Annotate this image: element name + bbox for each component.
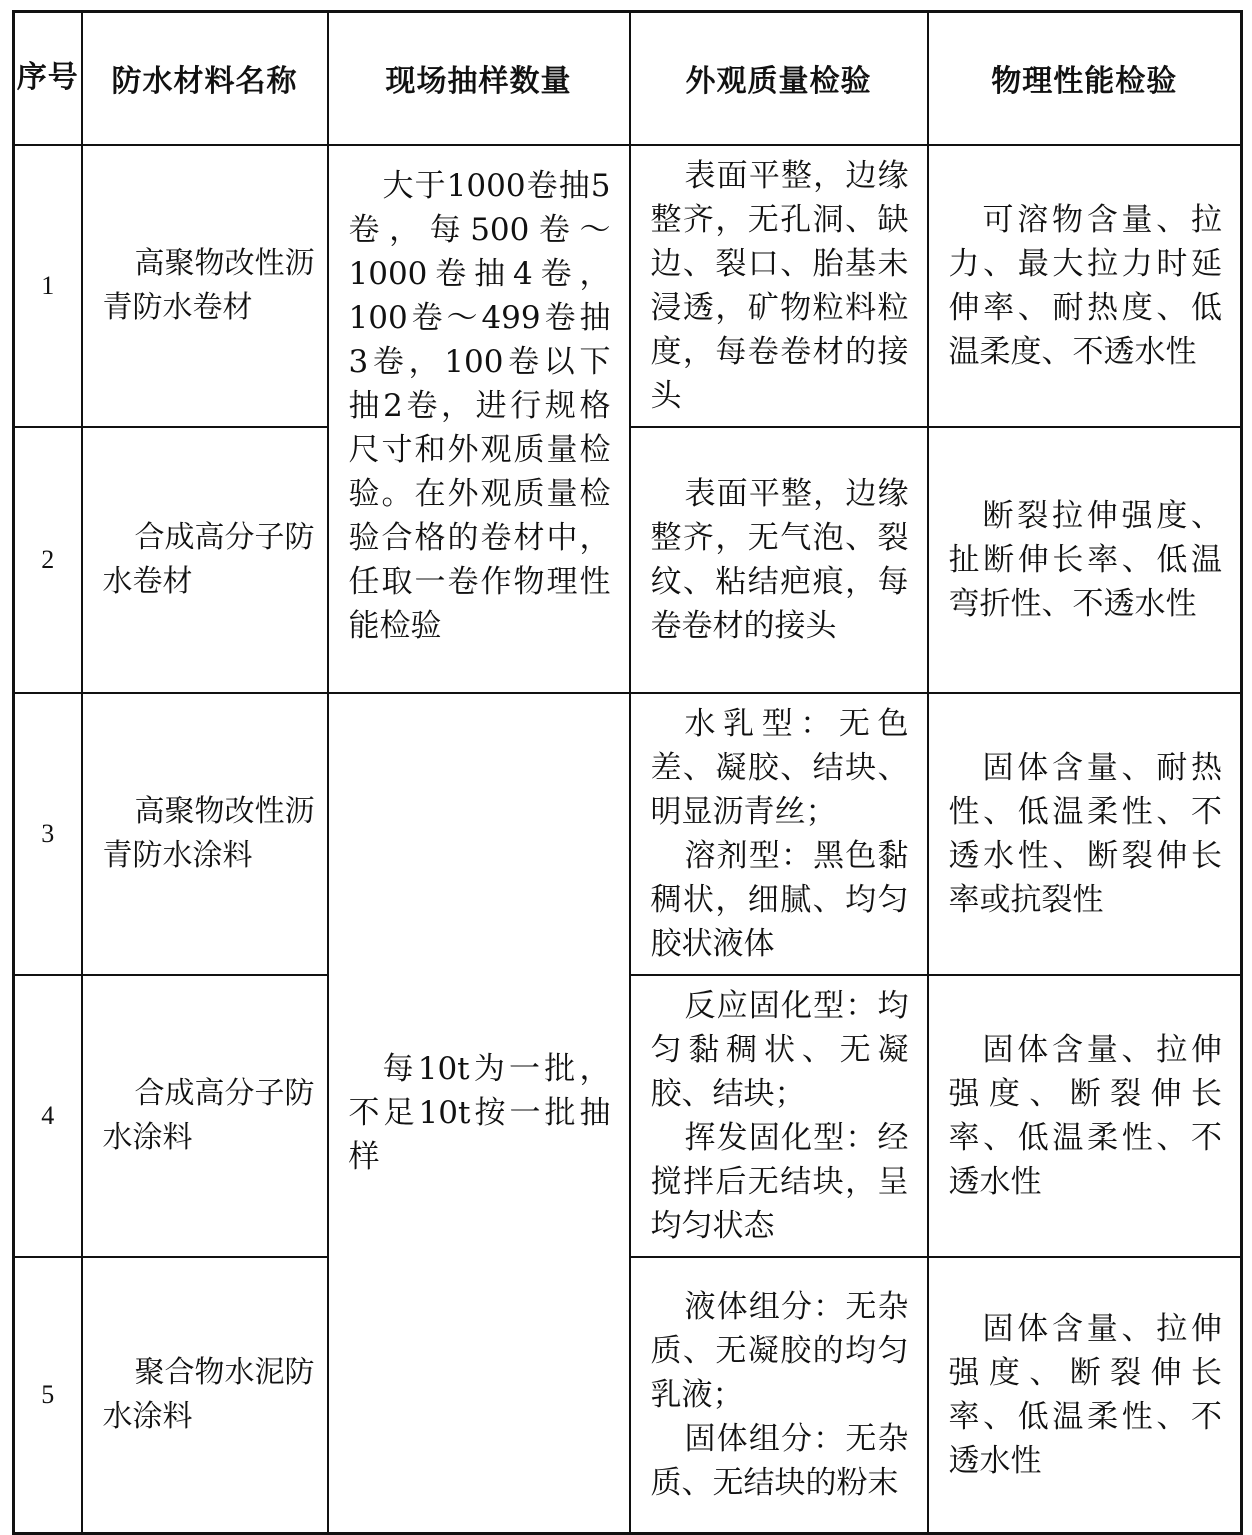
material-name — [82, 693, 328, 975]
sampling-rolls-text: 大于1000卷抽5卷，每500卷～1000卷抽4卷，100卷～499卷抽3卷，100卷以下抽2卷，进行规格尺寸和外观质量检验。在外观质量检验合格的卷材中，任取一卷作物理性能检验 — [348, 167, 611, 644]
material-name-text: 合成高分子防水卷材 — [102, 519, 315, 599]
row-number: 4 — [14, 975, 82, 1257]
physical-text: 固体含量、拉伸强度、断裂伸长率、低温柔性、不透水性 — [948, 1310, 1222, 1479]
sampling-quantity-rolls — [328, 145, 630, 693]
appearance-text-a: 液体组分：无杂质、无凝胶的均匀乳液； — [650, 1288, 909, 1413]
row-number: 5 — [14, 1257, 82, 1534]
physical-inspection — [928, 145, 1242, 427]
material-name-text: 高聚物改性沥青防水卷材 — [102, 245, 315, 325]
header-no: 序号 — [14, 12, 82, 145]
physical-text: 固体含量、拉伸强度、断裂伸长率、低温柔性、不透水性 — [948, 1031, 1222, 1200]
material-name-text: 聚合物水泥防水涂料 — [102, 1354, 315, 1434]
header-physical-inspection: 物理性能检验 — [928, 12, 1242, 145]
physical-inspection — [928, 693, 1242, 975]
row-number: 1 — [14, 145, 82, 427]
physical-inspection — [928, 1257, 1242, 1534]
material-name — [82, 1257, 328, 1534]
appearance-text: 表面平整，边缘整齐，无气泡、裂纹、粘结疤痕，每卷卷材的接头 — [650, 475, 909, 644]
appearance-text-b: 固体组分：无杂质、无结块的粉末 — [650, 1420, 909, 1501]
waterproof-materials-table — [12, 10, 1243, 1535]
appearance-inspection — [630, 975, 928, 1257]
material-name-text: 高聚物改性沥青防水涂料 — [102, 793, 315, 873]
header-appearance-inspection: 外观质量检验 — [630, 12, 928, 145]
appearance-text-b: 挥发固化型：经搅拌后无结块，呈均匀状态 — [650, 1119, 909, 1244]
row-number: 3 — [14, 693, 82, 975]
appearance-text-a: 反应固化型：均匀黏稠状、无凝胶、结块； — [650, 987, 909, 1112]
appearance-text-b: 溶剂型：黑色黏稠状，细腻、均匀胶状液体 — [650, 837, 909, 962]
physical-text: 可溶物含量、拉力、最大拉力时延伸率、耐热度、低温柔度、不透水性 — [948, 201, 1222, 370]
physical-text: 断裂拉伸强度、扯断伸长率、低温弯折性、不透水性 — [948, 497, 1222, 622]
header-material-name: 防水材料名称 — [82, 12, 328, 145]
appearance-inspection — [630, 1257, 928, 1534]
appearance-inspection — [630, 427, 928, 693]
appearance-inspection — [630, 145, 928, 427]
material-name — [82, 427, 328, 693]
appearance-text-a: 水乳型：无色差、凝胶、结块、明显沥青丝； — [650, 705, 909, 830]
sampling-coatings-text: 每10t为一批，不足10t按一批抽样 — [348, 1050, 611, 1175]
appearance-inspection — [630, 693, 928, 975]
materials-inspection-sheet — [12, 10, 1240, 1501]
physical-inspection — [928, 975, 1242, 1257]
appearance-text: 表面平整，边缘整齐，无孔洞、缺边、裂口、胎基未浸透，矿物粒料粒度，每卷卷材的接头 — [650, 157, 909, 414]
material-name-text: 合成高分子防水涂料 — [102, 1075, 315, 1155]
physical-inspection — [928, 427, 1242, 693]
header-row — [14, 12, 1242, 145]
material-name — [82, 145, 328, 427]
row-number: 2 — [14, 427, 82, 693]
header-sampling-quantity: 现场抽样数量 — [328, 12, 630, 145]
sampling-quantity-coatings — [328, 693, 630, 1534]
physical-text: 固体含量、耐热性、低温柔性、不透水性、断裂伸长率或抗裂性 — [948, 749, 1222, 918]
table-row — [14, 145, 1242, 427]
table-row — [14, 693, 1242, 975]
material-name — [82, 975, 328, 1257]
